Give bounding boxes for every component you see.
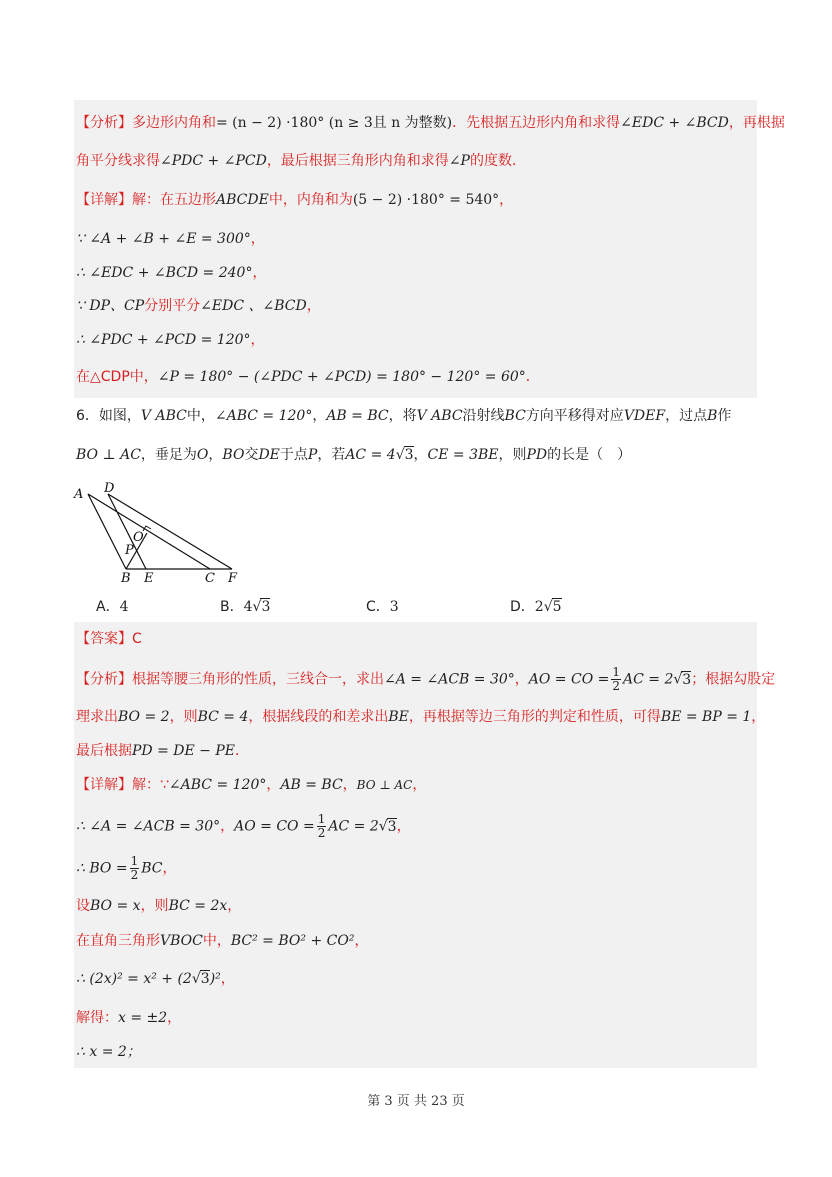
solution-block-1	[74, 100, 757, 398]
answer-detail-line-8: ∴ x = 2；	[76, 1044, 141, 1060]
option-c[interactable]: C．3	[366, 599, 399, 615]
step-line-1: ∵ ∠A + ∠B + ∠E = 300°，	[76, 231, 265, 247]
label-d: D	[104, 481, 115, 496]
step-line-4: ∴ ∠PDC + ∠PCD = 120°，	[76, 332, 265, 348]
answer-detail-line-5: 在直角三角形VBOC中，BC² = BO² + CO²，	[76, 933, 369, 949]
fraction-half-2: $\frac{1}{2}$	[317, 812, 326, 840]
question-line-2: BO ⊥ AC，垂足为O，BO交DE于点P，若AC = 4√3，CE = 3BE，则PD的长是（ ）	[76, 447, 632, 463]
fraction-half-3: $\frac{1}{2}$	[130, 854, 139, 882]
step-line-2: ∴ ∠EDC + ∠BCD = 240°，	[76, 265, 267, 281]
question-line-1: 6．如图，V ABC中，∠ABC = 120°，AB = BC，将V ABC沿射线BC方向平移得对应VDEF，过点B作	[76, 408, 732, 424]
answer-detail-line-6: ∴ (2x)² = x² + (2√3)²，	[76, 971, 235, 987]
step-line-3: ∵ DP、CP分别平分∠EDC 、∠BCD，	[76, 298, 321, 314]
answer-detail-line-2: ∴ ∠A = ∠ACB = 30°，AO = CO = $\frac{1}{2}$ AC = 2√3，	[76, 812, 411, 840]
step-line-5: 在△CDP中，∠P = 180° − (∠PDC + ∠PCD) = 180° − 120° = 60°．	[76, 369, 540, 385]
option-a[interactable]: A．4	[96, 599, 129, 615]
analysis-line-2: 角平分线求得∠PDC + ∠PCD，最后根据三角形内角和求得∠P的度数．	[76, 153, 526, 169]
detail-line-1: 【详解】解：在五边形ABCDE中，内角和为(5 − 2) ·180° = 540°，	[76, 192, 514, 208]
label-o: O	[133, 530, 144, 545]
answer-detail-line-7: 解得：x = ±2，	[76, 1010, 182, 1026]
answer-detail-line-4: 设BO = x，则BC = 2x，	[76, 898, 242, 914]
answer-analysis-line-2: 理求出BO = 2，则BC = 4，根据线段的和差求出BE，再根据等边三角形的判定和性质，可得BE = BP = 1，	[76, 709, 766, 725]
page-number: 第 3 页 共 23 页	[367, 1094, 465, 1109]
label-p: P	[125, 543, 134, 558]
analysis-line-1: 【分析】多边形内角和= (n − 2) ·180° (n ≥ 3且 n 为整数)．先根据五边形内角和求得∠EDC + ∠BCD，再根据	[76, 115, 785, 131]
answer-detail-line-3: ∴ BO = $\frac{1}{2}$ BC，	[76, 854, 177, 882]
segment-ac	[88, 494, 210, 569]
answer-line: 【答案】C	[76, 631, 142, 647]
geometry-figure	[70, 478, 250, 586]
option-d[interactable]: D．2√5	[510, 599, 562, 615]
answer-detail-line-1: 【详解】解：∵∠ABC = 120°，AB = BC，BO ⊥ AC，	[76, 777, 427, 793]
label-c: C	[205, 571, 215, 586]
label-e: E	[144, 571, 154, 586]
answer-analysis-line-1: 【分析】根据等腰三角形的性质，三线合一，求出∠A = ∠ACB = 30°，AO = CO = $\frac{1}{2}$ AC = 2√3；根据勾股定	[76, 665, 776, 693]
label-a: A	[74, 487, 84, 502]
label-f: F	[228, 571, 238, 586]
label-b: B	[121, 571, 131, 586]
option-b[interactable]: B．4√3	[220, 599, 271, 615]
fraction-half: $\frac{1}{2}$	[612, 665, 620, 693]
answer-analysis-line-3: 最后根据PD = DE − PE．	[76, 743, 249, 759]
